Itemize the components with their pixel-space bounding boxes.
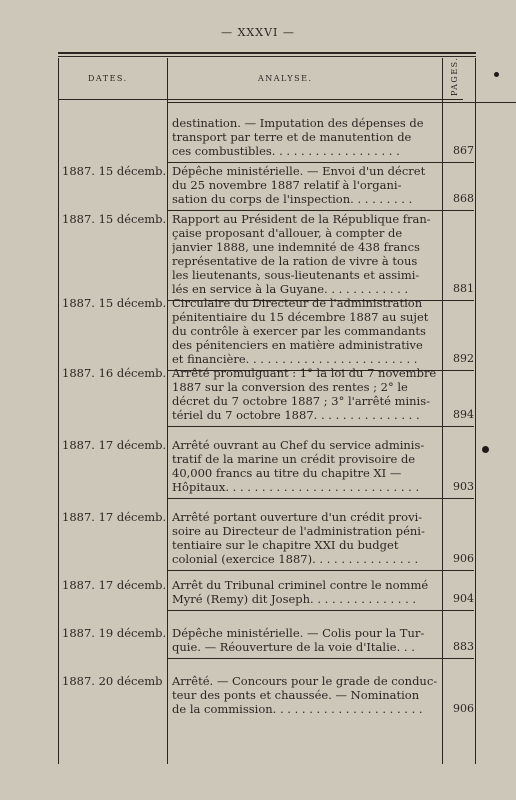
entry-analysis (172, 674, 438, 716)
entry-date: 1887. 16 décemb. (62, 366, 167, 380)
entry-analysis (172, 578, 438, 606)
analysis-line: Arrêté ouvrant au Chef du service adminis- (172, 438, 425, 452)
analysis-line: de la commission. . . . . . . . . . . . . . . . . . . . . (172, 702, 423, 716)
analysis-line: Myré (Remy) dit Joseph. . . . . . . . . . . . . . . (172, 592, 417, 606)
entry-separator (168, 570, 474, 571)
analysis-line: du 25 novembre 1887 relatif à l'organi- (172, 178, 402, 192)
entry-page-number: 868 (453, 192, 474, 205)
analysis-line: çaise proposant d'allouer, à compter de (172, 226, 403, 240)
analysis-line: du contrôle à exercer par les commandants (172, 324, 426, 338)
column-header-dates: DATES. (88, 74, 128, 83)
entry-date: 1887. 17 décemb. (62, 578, 167, 592)
entry-separator (168, 210, 474, 211)
entry-page-number: 906 (453, 552, 474, 565)
analysis-line: lés en service à la Guyane. . . . . . . . . . . . (172, 282, 409, 296)
entry-page-number: 867 (453, 144, 474, 157)
header-underline (58, 99, 463, 100)
analysis-line: colonial (exercice 1887). . . . . . . . . . . . . . . (172, 552, 419, 566)
entry-date: 1887. 19 décemb. (62, 626, 167, 640)
entry-analysis (172, 164, 438, 206)
entry-page-number: 892 (453, 352, 474, 365)
analysis-line: ces combustibles. . . . . . . . . . . . . . . . . . (172, 144, 400, 158)
entry-page-number: 903 (453, 480, 474, 493)
top-rule (58, 52, 476, 54)
analysis-line: pénitentiaire du 15 décembre 1887 au sujet (172, 310, 429, 324)
entry-date: 1887. 17 décemb. (62, 510, 167, 524)
analysis-line: Arrêt du Tribunal criminel contre le nommé (172, 578, 429, 592)
analysis-line: 1887 sur la conversion des rentes ; 2° le (172, 380, 408, 394)
analysis-line: Dépêche ministérielle. — Colis pour la Tur- (172, 626, 425, 640)
entry-analysis (172, 366, 438, 422)
entry-date: 1887. 20 décemb (62, 674, 163, 688)
entry-date: 1887. 17 décemb. (62, 438, 167, 452)
analysis-line: 40,000 francs au titre du chapitre XI — (172, 466, 402, 480)
analysis-line: tériel du 7 octobre 1887. . . . . . . . . . . . . . . (172, 408, 420, 422)
entry-page-number: 904 (453, 592, 474, 605)
ink-spot (494, 72, 499, 77)
analysis-line: soire au Directeur de l'administration péni- (172, 524, 425, 538)
table-left-border (58, 58, 59, 764)
analysis-line: transport par terre et de manutention de (172, 130, 412, 144)
ink-spot (482, 446, 489, 453)
analysis-line: sation du corps de l'inspection. . . . . . . . . (172, 192, 413, 206)
analysis-line: quie. — Réouverture de la voie d'Italie. . . (172, 640, 415, 654)
analysis-line: Arrêté. — Concours pour le grade de conduc- (172, 674, 438, 688)
analysis-line: et financière. . . . . . . . . . . . . . . . . . . . . . . . (172, 352, 418, 366)
analysis-line: Hôpitaux. . . . . . . . . . . . . . . . . . . . . . . . . . . (172, 480, 420, 494)
entry-page-number: 894 (453, 408, 474, 421)
analysis-line: représentative de la ration de vivre à tous (172, 254, 418, 268)
analysis-line: tratif de la marine un crédit provisoire de (172, 452, 416, 466)
analysis-line: décret du 7 octobre 1887 ; 3° l'arrêté minis- (172, 394, 431, 408)
entry-separator (168, 498, 474, 499)
entry-separator (168, 658, 474, 659)
entry-separator (168, 426, 474, 427)
header-underline-second (168, 102, 516, 103)
analysis-line: Rapport au Président de la République fran- (172, 212, 431, 226)
analysis-line: janvier 1888, une indemnité de 438 francs (172, 240, 420, 254)
top-rule-thin (58, 56, 476, 57)
table-right-border (475, 58, 476, 764)
entry-date: 1887. 15 décemb. (62, 164, 167, 178)
analysis-line: des pénitenciers en matière administrative (172, 338, 423, 352)
entry-analysis (172, 116, 438, 158)
analysis-line: les lieutenants, sous-lieutenants et assimi- (172, 268, 420, 282)
analysis-line: Dépêche ministérielle. — Envoi d'un décret (172, 164, 426, 178)
entry-analysis (172, 296, 438, 366)
analysis-line: Arrêté portant ouverture d'un crédit provi- (172, 510, 423, 524)
page-header: — XXXVI — (221, 26, 295, 39)
analysis-line: teur des ponts et chaussée. — Nomination (172, 688, 420, 702)
column-header-analyse: ANALYSE. (258, 74, 313, 83)
entry-analysis (172, 510, 438, 566)
entry-page-number: 881 (453, 282, 474, 295)
column-header-pages: PAGES. (450, 56, 459, 96)
analysis-line: Arrêté promulguant : 1° la loi du 7 novembre (172, 366, 437, 380)
entry-page-number: 883 (453, 640, 474, 653)
index-table (58, 52, 476, 764)
analysis-line: tentiaire sur le chapitre XXI du budget (172, 538, 399, 552)
entry-separator (168, 610, 474, 611)
analysis-line: Circulaire du Directeur de l'administration (172, 296, 423, 310)
entry-analysis (172, 438, 438, 494)
entry-analysis (172, 626, 438, 654)
entry-date: 1887. 15 décemb. (62, 212, 167, 226)
entry-date: 1887. 15 décemb. (62, 296, 167, 310)
entry-analysis (172, 212, 438, 296)
entry-page-number: 906 (453, 702, 474, 715)
analysis-line: destination. — Imputation des dépenses de (172, 116, 424, 130)
entry-separator (168, 162, 474, 163)
